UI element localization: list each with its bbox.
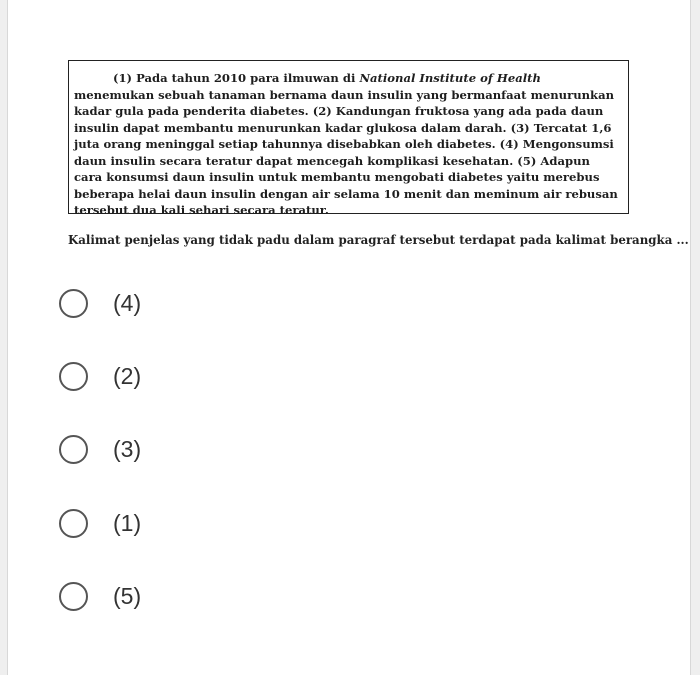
option-5[interactable]: [59, 576, 141, 616]
option-label: (5): [113, 582, 142, 609]
option-1[interactable]: [59, 283, 141, 323]
radio-circle-icon[interactable]: [59, 362, 88, 391]
option-4[interactable]: [59, 503, 141, 543]
option-3[interactable]: [59, 429, 141, 469]
passage-sentence-1-start: (1) Pada tahun 2010 para ilmuwan di: [113, 71, 360, 85]
option-2[interactable]: [59, 356, 141, 396]
passage-box: [68, 60, 629, 217]
option-label: (4): [113, 289, 142, 316]
passage-remainder: menemukan sebuah tanaman bernama daun insulin yang bermanfaat menurunkan kadar gula pada penderita diabetes. (2) Kandungan fruktosa yang ada pada daun insulin dapat membantu menurunkan kadar glukosa dalam darah. (3) Tercatat 1,6 juta orang meninggal setiap tahunnya disebabkan oleh diabetes. (4) Mengonsumsi daun insulin secara teratur dapat mencegah komplikasi kesehatan. (5) Adapun cara konsumsi daun insulin untuk membantu mengobati diabetes yaitu merebus beberapa helai daun insulin dengan air selama 10 menit dan meminum air rebusan tersebut dua kali sehari secara teratur.: [74, 87, 618, 217]
institute-name: National Institute of Health: [359, 71, 541, 85]
left-edge: [0, 0, 8, 675]
option-label: (1): [113, 509, 142, 536]
radio-circle-icon[interactable]: [59, 289, 88, 318]
option-label: (2): [113, 362, 142, 389]
option-label: (3): [113, 435, 142, 462]
radio-circle-icon[interactable]: [59, 582, 88, 611]
right-edge: [690, 0, 700, 675]
passage-text: [74, 70, 622, 219]
radio-circle-icon[interactable]: [59, 509, 88, 538]
radio-circle-icon[interactable]: [59, 435, 88, 464]
question-text: Kalimat penjelas yang tidak padu dalam paragraf tersebut terdapat pada kalimat berangka ...: [68, 233, 689, 247]
